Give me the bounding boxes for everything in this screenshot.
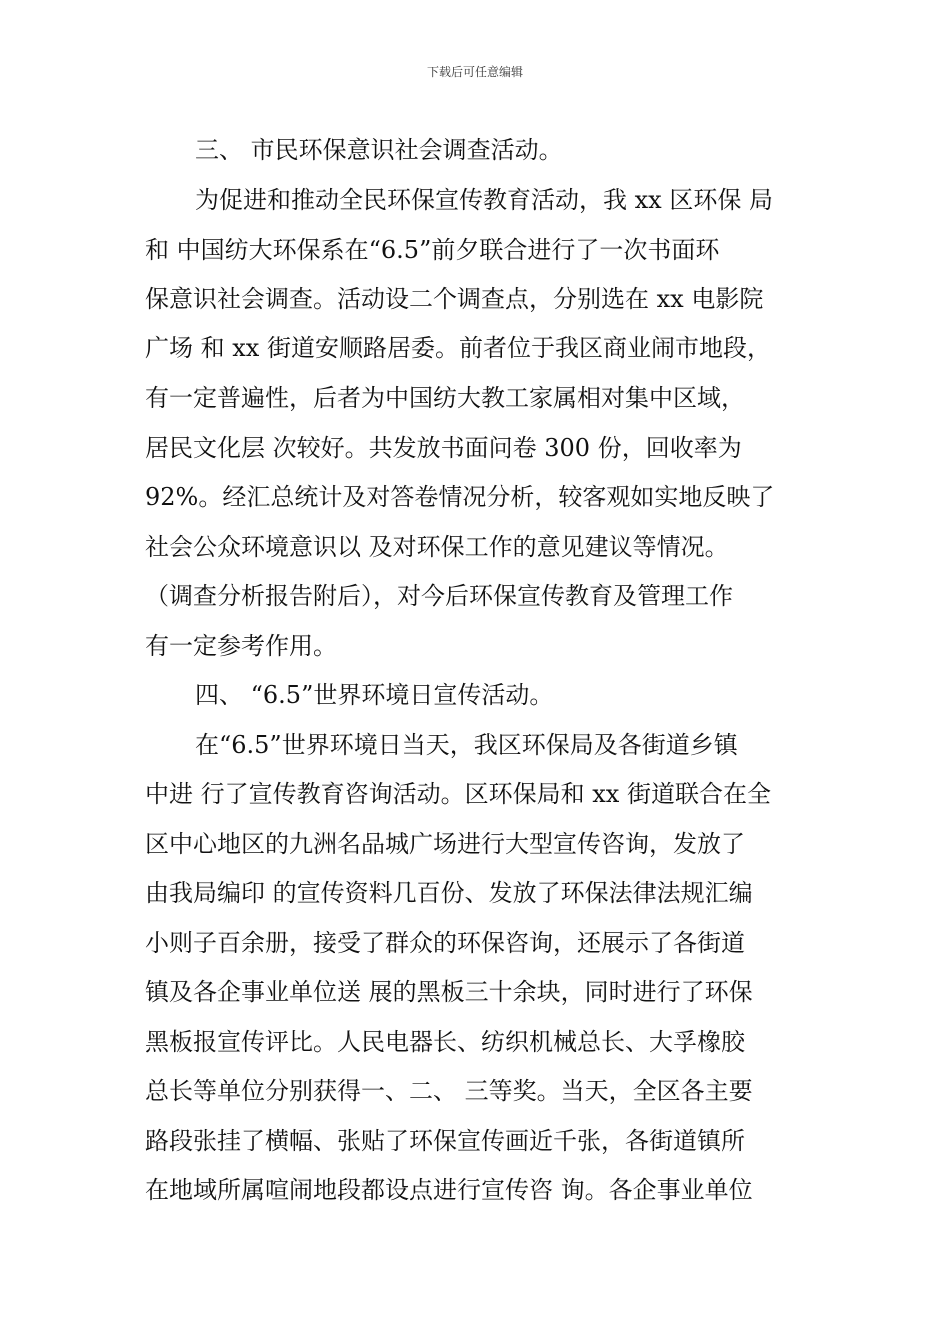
page-header-note: 下载后可任意编辑 [426, 65, 523, 79]
paragraph-line: 小则子百余册，接受了群众的环保咨询，还展示了各街道 [145, 929, 745, 957]
paragraph-line: 有一定参考作用。 [145, 632, 337, 660]
paragraph-line: 有一定普遍性，后者为中国纺大教工家属相对集中区域， [145, 384, 745, 412]
paragraph-line: 广场 和 xx 街道安顺路居委。前者位于我区商业闹市地段， [145, 334, 771, 362]
paragraph-line: 由我局编印 的宣传资料几百份、发放了环保法律法规汇编 [145, 879, 753, 907]
paragraph-line: 总长等单位分别获得一、二、 三等奖。当天，全区各主要 [145, 1077, 753, 1105]
paragraph-line: 中进 行了宣传教育咨询活动。区环保局和 xx 街道联合在全 [145, 780, 771, 808]
paragraph-line: 居民文化层 次较好。共发放书面问卷 300 份，回收率为 [145, 434, 742, 462]
paragraph-line: 黑板报宣传评比。人民电器长、纺织机械总长、大孚橡胶 [145, 1028, 745, 1056]
paragraph-line: 路段张挂了横幅、张贴了环保宣传画近千张，各街道镇所 [145, 1127, 745, 1155]
paragraph-line: 区中心地区的九洲名品城广场进行大型宣传咨询，发放了 [145, 830, 745, 858]
paragraph-line: （调查分析报告附后），对今后环保宣传教育及管理工作 [145, 582, 733, 610]
paragraph-line: 保意识社会调查。活动设二个调查点，分别选在 xx 电影院 [145, 285, 764, 313]
paragraph-line: 和 中国纺大环保系在“6.5”前夕联合进行了一次书面环 [145, 236, 720, 264]
paragraph-line: 镇及各企事业单位送 展的黑板三十余块，同时进行了环保 [145, 978, 753, 1006]
section-heading-4: 四、 “6.5”世界环境日宣传活动。 [195, 681, 554, 709]
section-heading-3: 三、 市民环保意识社会调查活动。 [195, 136, 563, 164]
paragraph-line: 社会公众环境意识以 及对环保工作的意见建议等情况。 [145, 533, 729, 561]
paragraph-line: 在“6.5”世界环境日当天，我区环保局及各街道乡镇 [195, 731, 738, 759]
paragraph-line: 为促进和推动全民环保宣传教育活动，我 xx 区环保 局 [195, 186, 773, 214]
paragraph-line: 92%。经汇总统计及对答卷情况分析，较客观如实地反映了 [145, 483, 775, 511]
paragraph-line: 在地域所属喧闹地段都设点进行宣传咨 询。各企事业单位 [145, 1176, 753, 1204]
